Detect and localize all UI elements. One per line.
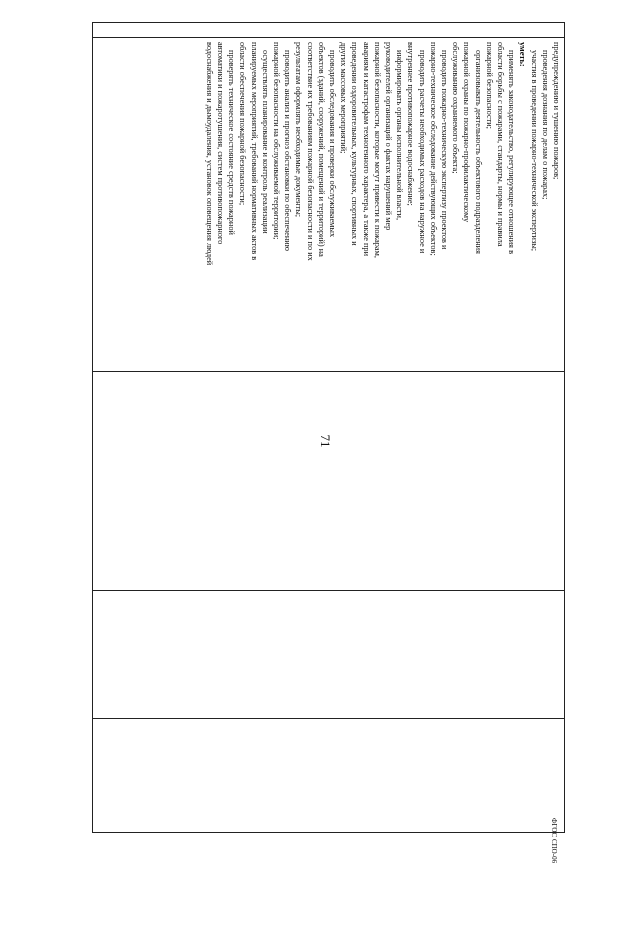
table-row bbox=[93, 23, 565, 833]
skills-line: водоснабжения и дымоудаления, установок оповещения людей bbox=[204, 42, 214, 266]
skills-text bbox=[204, 38, 565, 371]
skills-line: пожарной безопасности на обслуживаемой территории; bbox=[271, 42, 281, 240]
competence-cell bbox=[93, 719, 565, 833]
skills-line: авариям и катастрофам техногенного характера, а также при bbox=[361, 42, 371, 257]
hours-cell bbox=[93, 372, 565, 591]
skills-line: проводить анализ и прогноз обстановки по обеспечению bbox=[283, 50, 293, 251]
skills-line: проведения дознания по делам о пожарах; bbox=[540, 50, 550, 200]
skills-line: предупреждению и тушению пожаров; bbox=[552, 42, 561, 180]
footer-code: ФГОС СПО-06 bbox=[550, 818, 558, 864]
table-grid bbox=[92, 22, 565, 833]
skills-line: пожарной охраны по пожарно-профилактическому bbox=[462, 42, 472, 223]
discipline-cell bbox=[93, 591, 565, 719]
skills-line: проведении оздоровительных, культурных, спортивных и bbox=[350, 42, 360, 246]
curriculum-table bbox=[92, 22, 565, 827]
skills-line: руководителей организаций о фактах нарушений мер bbox=[383, 42, 393, 231]
skills-line: внутреннее противопожарное водоснабжение; bbox=[406, 42, 416, 206]
skills-line: других массовых мероприятий; bbox=[339, 42, 349, 154]
skills-line: осуществлять планирование и контроль реализации bbox=[260, 50, 270, 234]
skills-cell bbox=[93, 38, 565, 372]
skills-line: пожарной безопасности; bbox=[484, 42, 494, 129]
skills-line: проводить обследования и проверки обслуживаемых bbox=[327, 50, 337, 238]
skills-line: организовывать деятельность объектового подразделения bbox=[473, 50, 483, 254]
skills-line: обслуживанию охраняемого объекта; bbox=[451, 42, 461, 174]
page-number: 71 bbox=[318, 434, 333, 448]
skills-line: результатам оформлять необходимые документы; bbox=[294, 42, 304, 218]
skills-line: информировать органы исполнительной власти, bbox=[395, 50, 405, 221]
skills-line: проверять техническое состояние средств пожарной bbox=[227, 50, 237, 235]
skills-line: объектов (зданий, сооружений, помещений и территорий) на bbox=[316, 42, 326, 257]
skills-line: области борьбы с пожарами, стандарты, нормы и правила bbox=[495, 42, 505, 247]
skills-line: пожарной безопасности, которые могут привести к пожарам, bbox=[372, 42, 382, 258]
skills-line: уметь: bbox=[518, 42, 528, 67]
skills-line: соответствие их требованиям пожарной безопасности и по их bbox=[305, 42, 315, 261]
skills-line: проводить пожарно-техническую экспертизу проектов и bbox=[439, 50, 449, 250]
skills-line: проводить расчеты необходимых расходов на наружное и bbox=[417, 50, 427, 254]
skills-line: автоматики и пожаротушения, систем противопожарного bbox=[215, 42, 225, 245]
skills-line: применять законодательство, регулирующее отношения в bbox=[507, 50, 517, 254]
skills-line: участия в проведении пожарно-технической экспертизы; bbox=[529, 50, 539, 252]
skills-line: области обеспечения пожарной безопасности; bbox=[238, 42, 248, 206]
skills-line: пожарно-техническое обследование действующих объектов; bbox=[428, 42, 438, 256]
index-cell bbox=[93, 23, 565, 38]
skills-line: планируемых мероприятий, требований нормативных актов в bbox=[249, 42, 259, 261]
